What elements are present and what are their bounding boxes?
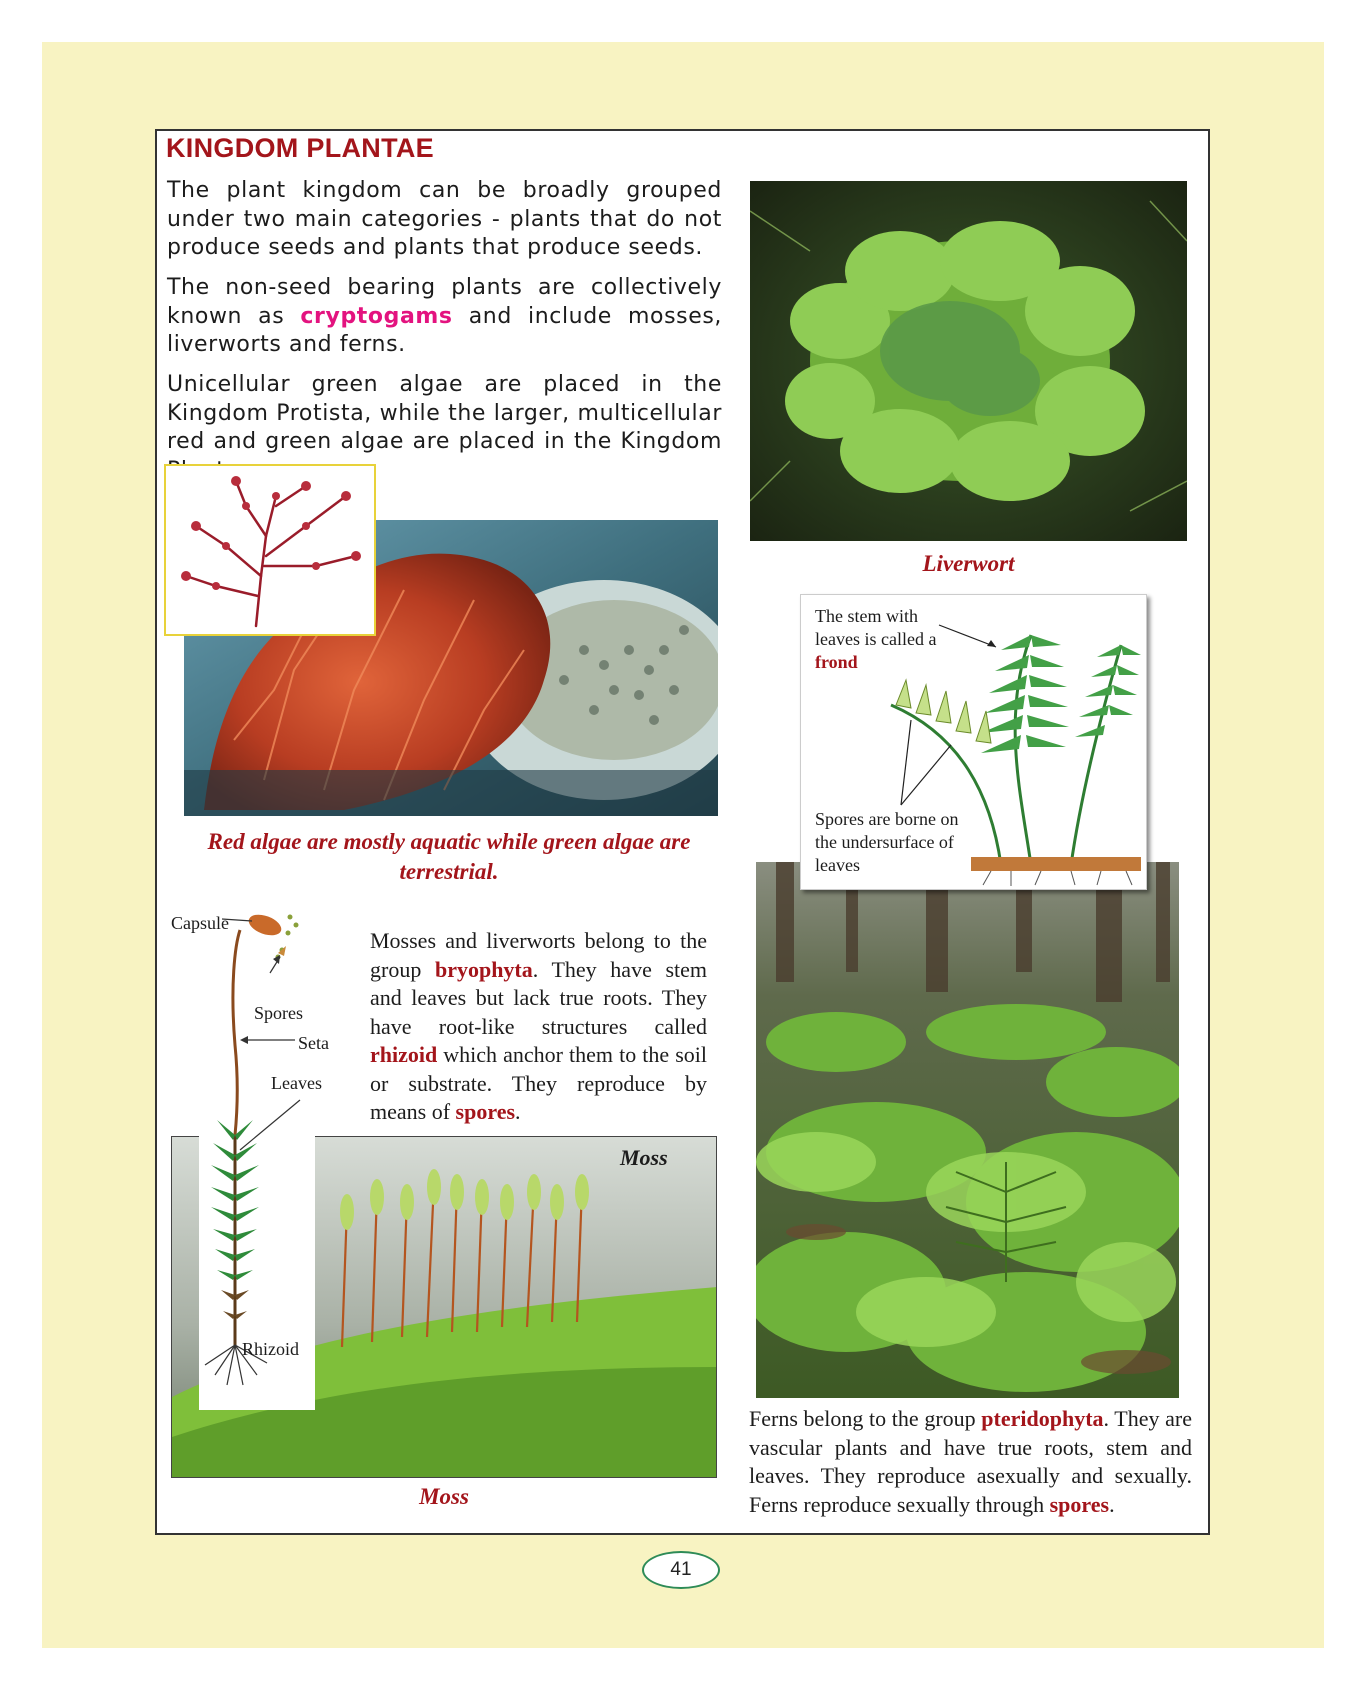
moss-caption: Moss <box>419 1484 469 1509</box>
intro-text: and include mosses, liverworts and ferns. <box>167 303 722 357</box>
ferns-text: Ferns belong to the group <box>749 1406 982 1431</box>
fern-forest-image <box>756 862 1179 1398</box>
ferns-text: . <box>1109 1491 1115 1517</box>
liverwort-image <box>750 181 1187 541</box>
liverwort-caption: Liverwort <box>922 551 1015 576</box>
ferns-paragraph <box>749 1405 1192 1519</box>
rhizoid-label: Rhizoid <box>242 1339 299 1359</box>
moss-photo-label: Moss <box>620 1145 668 1170</box>
term-spores: spores <box>455 1099 516 1124</box>
frond-label <box>815 605 945 674</box>
liverwort-photo <box>750 181 1187 541</box>
seta-label: Seta <box>298 1033 329 1053</box>
leaves-label: Leaves <box>271 1073 322 1093</box>
moss-plant-illustration <box>160 905 340 1410</box>
fern-diagram <box>800 594 1147 890</box>
capsule-label: Capsule <box>171 913 229 933</box>
term-pteridophyta: pteridophyta <box>981 1406 1104 1431</box>
frond-label-text: The stem with leaves is called a <box>815 606 937 649</box>
red-algae-specimen-image <box>166 466 374 634</box>
page-title: KINGDOM PLANTAE <box>166 133 434 163</box>
intro-paragraph-3: Unicellular green algae are placed in the Kingdom Protista, while the larger, multicellular red and green algae are placed in the Kingdom <box>167 372 722 454</box>
term-cryptogams: cryptogams <box>300 303 453 329</box>
term-rhizoid: rhizoid <box>370 1042 438 1067</box>
fern-forest-photo <box>756 862 1179 1398</box>
spores-borne-label: Spores are borne on the undersurface of leaves <box>815 809 959 875</box>
spores-label: Spores <box>254 1003 303 1023</box>
term-frond: frond <box>815 652 858 672</box>
term-spores: spores <box>1049 1491 1110 1517</box>
intro-text: The non-seed bearing plants are collectively known as <box>167 275 722 329</box>
ferns-text: . They are vascular plants and have true roots, stem and leaves. They reproduce asexually and sexually. Ferns reproduce sexually through <box>749 1406 1192 1517</box>
bryophyta-paragraph <box>370 927 707 1127</box>
bryophyta-text: which anchor them to the soil or substrate. They reproduce by means of <box>370 1042 707 1124</box>
bryophyta-text: . <box>515 1099 521 1124</box>
intro-paragraph-1: The plant kingdom can be broadly grouped under two main categories - plants that do not produce seeds and plants that produce seeds. <box>167 178 722 260</box>
page-number: 41 <box>642 1551 720 1589</box>
algae-caption: Red algae are mostly aquatic while green algae are terrestrial. <box>207 829 691 884</box>
intro-paragraph-2 <box>167 274 722 360</box>
term-bryophyta: bryophyta <box>434 956 533 982</box>
bryophyta-text: Mosses and liverworts belong to the group <box>370 928 707 982</box>
bryophyta-text: . They have stem and leaves but lack true roots. They have root-like structures called <box>370 956 707 1039</box>
red-algae-inset <box>164 464 376 636</box>
